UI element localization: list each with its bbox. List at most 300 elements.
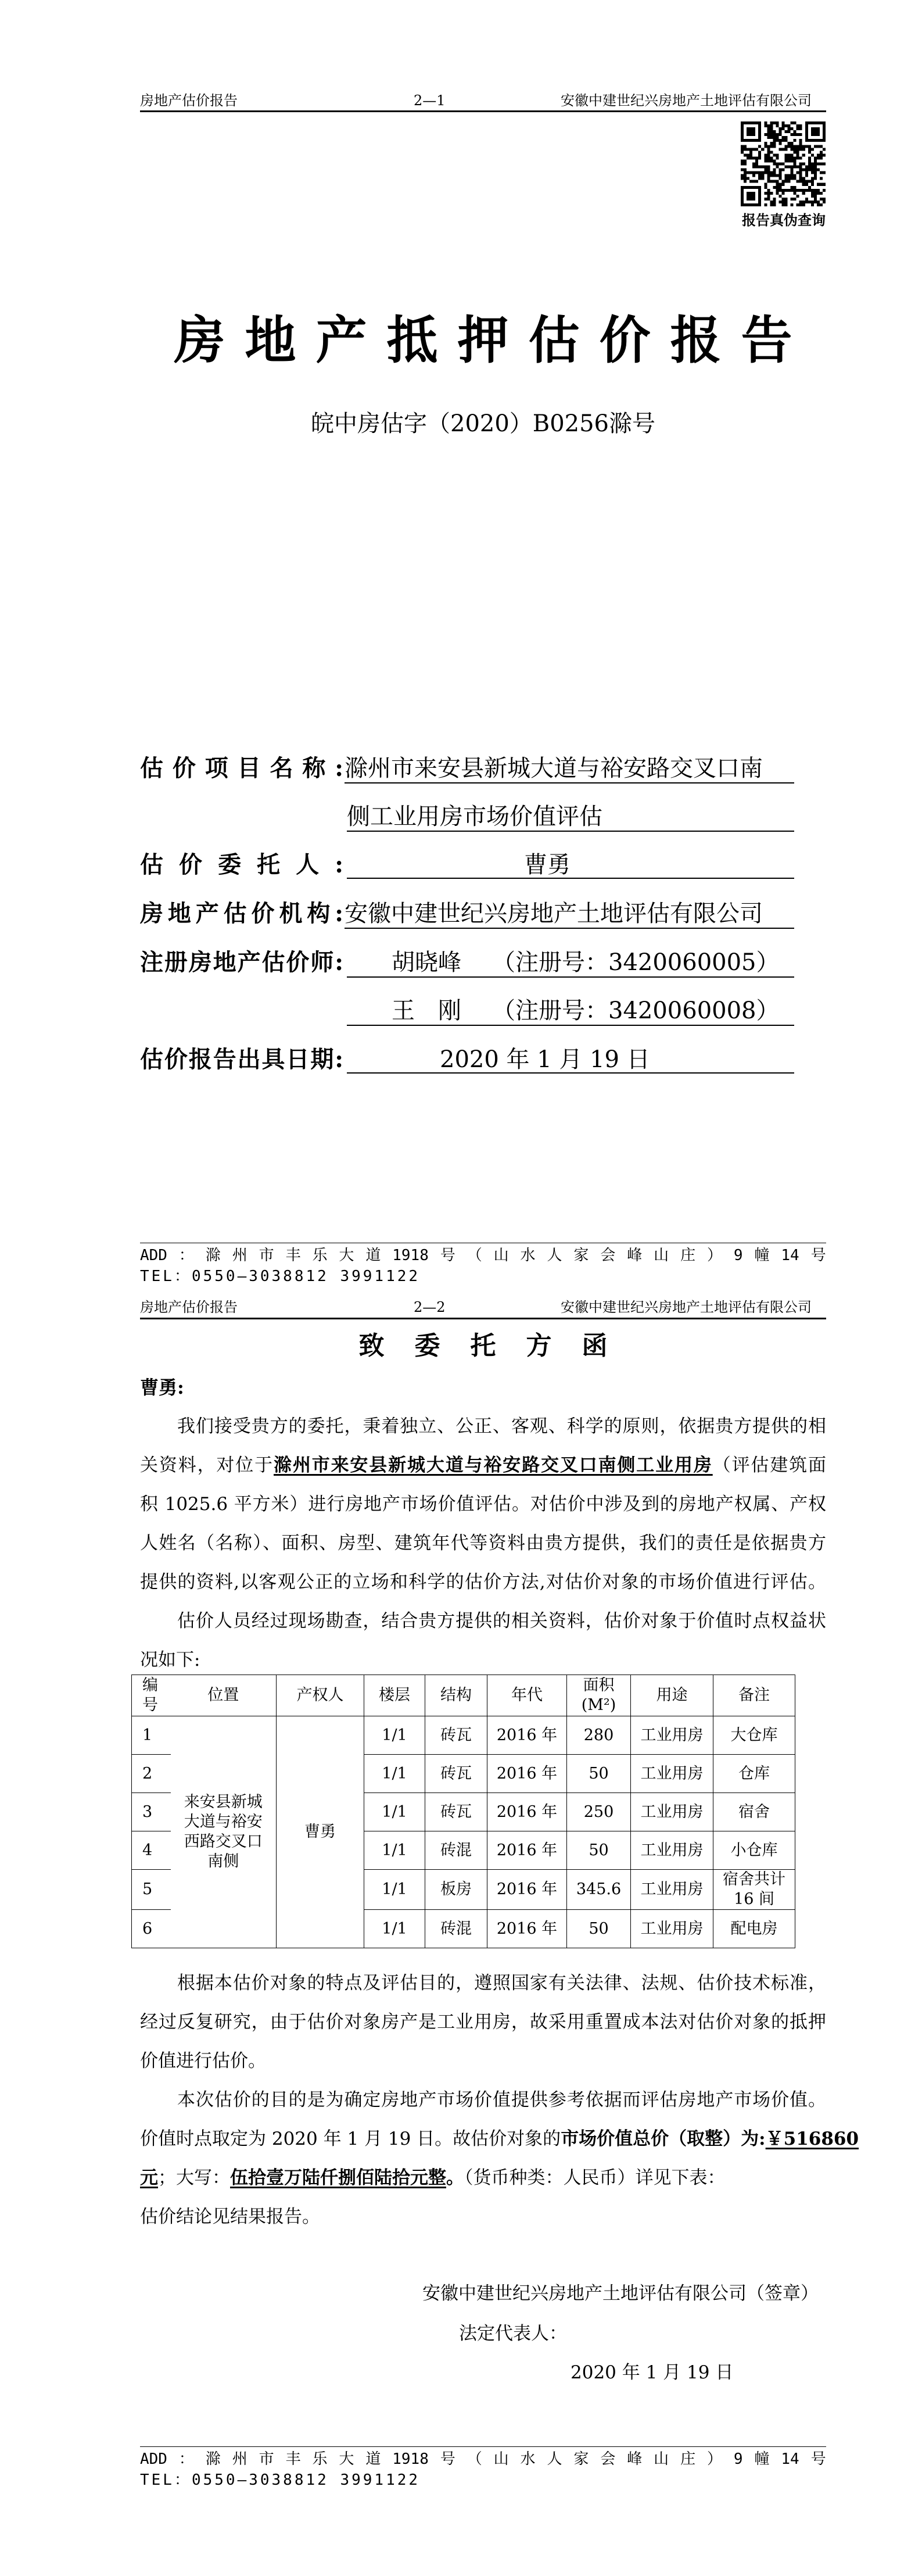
qr-module [794, 166, 797, 169]
field-value [347, 949, 794, 978]
qr-module [799, 142, 802, 145]
qr-module [805, 169, 808, 171]
qr-module [814, 145, 817, 148]
qr-module [741, 203, 761, 206]
column-header: 用途 [631, 1675, 713, 1716]
qr-module [797, 156, 799, 159]
qr-module [747, 192, 755, 201]
header-company: 安徽中建世纪兴房地产土地评估有限公司 [561, 1299, 812, 1315]
qr-module [770, 201, 773, 203]
qr-module [776, 189, 779, 192]
qr-module [820, 162, 823, 165]
report-number: 皖中房估字（2020）B0256滁号 [311, 410, 655, 437]
qr-module [802, 183, 805, 186]
address-token: 市 [259, 2450, 274, 2468]
qr-module [823, 153, 826, 156]
qr-module [741, 162, 744, 165]
qr-module [785, 139, 788, 142]
qr-module [764, 159, 767, 162]
qr-module [767, 195, 770, 198]
qr-module [817, 153, 820, 156]
address-token: 9 [733, 2450, 743, 2468]
qr-module [811, 153, 814, 156]
qr-module [776, 166, 779, 169]
qr-module [785, 198, 788, 201]
qr-module [744, 174, 747, 177]
qr-module [781, 203, 784, 206]
qr-module [767, 198, 770, 201]
qr-module [779, 201, 781, 203]
cell-year: 2016 年 [487, 1793, 567, 1831]
qr-module [785, 203, 788, 206]
address-token: 山 [654, 1247, 669, 1264]
qr-module [808, 162, 811, 165]
page-footer [140, 1245, 826, 1287]
address-token: 峰 [627, 2450, 643, 2468]
qr-module [791, 174, 794, 177]
qr-module [820, 153, 823, 156]
qr-module [802, 148, 805, 151]
address-token: 号 [810, 1247, 826, 1264]
qr-module [799, 166, 802, 169]
qr-module [817, 156, 820, 159]
qr-module [779, 127, 781, 130]
qr-module [781, 162, 784, 165]
cell-number: 4 [132, 1831, 171, 1870]
qr-module [785, 174, 788, 177]
qr-module [747, 153, 749, 156]
address-token: （ [467, 2450, 482, 2468]
qr-module [773, 203, 776, 206]
column-header: 备注 [713, 1675, 795, 1716]
address-token: ） [707, 1247, 723, 1264]
appraiser-reg-no: （注册号：3420060005） [492, 949, 780, 976]
qr-module [788, 189, 791, 192]
qr-module [811, 189, 814, 192]
text-segment: 经过反复研究，由于估价对象房产是工业用房，故采用重置成本法对估价对象的抵押 [140, 2012, 826, 2033]
qr-module [794, 156, 797, 159]
qr-module [764, 153, 767, 156]
qr-module [776, 186, 779, 189]
qr-module [764, 198, 767, 201]
qr-module [747, 177, 749, 180]
text-segment: 估价人员经过现场勘查，结合贵方提供的相关资料，估价对象于价值时点权益状 [177, 1611, 826, 1632]
qr-module [781, 148, 784, 151]
footer-phone: TEL：0550—3038812 3991122 [140, 2471, 421, 2489]
cell-number: 6 [132, 1910, 171, 1948]
field-value: 滁州市来安县新城大道与裕安路交叉口南 [345, 754, 794, 783]
qr-module [779, 189, 781, 192]
qr-module [779, 171, 781, 174]
address-token: 幢 [754, 2450, 770, 2468]
qr-module [767, 174, 770, 177]
qr-module [773, 159, 776, 162]
qr-module [788, 142, 791, 145]
qr-module [752, 174, 755, 177]
qr-module [794, 186, 797, 189]
footer-address [140, 1245, 826, 1266]
table-header-row [132, 1675, 795, 1716]
emphasized-text: 。 [446, 2167, 464, 2188]
cell-structure: 砖瓦 [425, 1755, 487, 1793]
field-label: 房地产估价机构: [140, 900, 343, 927]
address-token: 家 [573, 1247, 589, 1264]
qr-module [805, 145, 808, 148]
qr-module [776, 139, 779, 142]
property-table [131, 1675, 795, 1948]
qr-module [758, 153, 761, 156]
emphasized-text: ￥516860 [765, 2128, 859, 2149]
qr-module [788, 145, 791, 148]
cell-year: 2016 年 [487, 1870, 567, 1910]
qr-module [764, 156, 767, 159]
qr-module [808, 169, 811, 171]
qr-module [785, 201, 788, 203]
qr-module [797, 203, 799, 206]
qr-module [814, 192, 817, 195]
qr-module [767, 151, 770, 153]
header-page-number: 2—2 [414, 1299, 446, 1315]
text-segment: 本次估价的目的是为确定房地产市场价值提供参考依据而评估房地产市场价值。 [177, 2090, 826, 2110]
address-token: 山 [493, 2450, 509, 2468]
qr-module [776, 192, 779, 195]
qr-module [770, 145, 773, 148]
qr-module [805, 198, 808, 201]
report-title: 房地产抵押估价报告 [174, 310, 812, 370]
qr-module [755, 148, 758, 151]
qr-module [773, 198, 776, 201]
qr-module [767, 159, 770, 162]
text-line [140, 1524, 826, 1563]
address-token: 会 [600, 1247, 616, 1264]
emphasized-text: 元 [140, 2167, 158, 2188]
qr-module [814, 195, 817, 198]
qr-module [779, 148, 781, 151]
qr-module [785, 136, 788, 139]
footer-phone: TEL：0550—3038812 3991122 [140, 1268, 421, 1285]
address-token: 丰 [285, 1247, 301, 1264]
qr-module [741, 139, 761, 142]
qr-module [744, 159, 747, 162]
qr-module [805, 201, 808, 203]
qr-module [814, 159, 817, 162]
qr-module [773, 180, 776, 183]
cell-note: 配电房 [713, 1910, 795, 1948]
address-token: 滁 [205, 1247, 221, 1264]
text-segment: 我们接受贵方的委托，秉着独立、公正、客观、科学的原则，依据贵方提供的相 [177, 1416, 826, 1437]
appraiser-name: 胡晓峰 [392, 949, 461, 976]
qr-module [817, 192, 820, 195]
qr-module [770, 121, 773, 124]
cell-number: 3 [132, 1793, 171, 1831]
qr-module [781, 121, 784, 124]
qr-module [794, 121, 797, 124]
qr-module [764, 145, 767, 148]
qr-module [797, 189, 799, 192]
cell-note: 小仓库 [713, 1831, 795, 1870]
qr-module [823, 183, 826, 186]
cell-floor: 1/1 [364, 1831, 425, 1870]
qr-module [779, 174, 781, 177]
qr-module [794, 162, 797, 165]
qr-module [749, 153, 752, 156]
qr-module [802, 189, 805, 192]
qr-module [802, 180, 805, 183]
qr-module [794, 192, 797, 195]
qr-module [758, 174, 761, 177]
qr-module [788, 180, 791, 183]
qr-module [788, 127, 791, 130]
qr-module [776, 180, 779, 183]
qr-module [802, 203, 805, 206]
column-header: 产权人 [277, 1675, 364, 1716]
qr-module [820, 192, 823, 195]
cell-structure: 板房 [425, 1870, 487, 1910]
qr-module [814, 166, 817, 169]
qr-module [820, 145, 823, 148]
qr-module [781, 201, 784, 203]
qr-module [741, 151, 744, 153]
qr-module [794, 133, 797, 136]
qr-module [770, 159, 773, 162]
qr-module [814, 174, 817, 177]
qr-module [744, 171, 747, 174]
qr-module [794, 198, 797, 201]
header-report-type: 房地产估价报告 [140, 1299, 238, 1315]
address-token: 州 [232, 1247, 247, 1264]
qr-module [785, 148, 788, 151]
qr-module [776, 183, 779, 186]
address-token: 乐 [312, 2450, 328, 2468]
qr-module [808, 166, 811, 169]
address-token: 号 [440, 1247, 455, 1264]
qr-module [791, 156, 794, 159]
qr-module [788, 124, 791, 127]
qr-module [758, 171, 761, 174]
qr-module [755, 162, 758, 165]
header-page-number: 2—1 [414, 92, 446, 109]
qr-module [799, 203, 802, 206]
cell-use: 工业用房 [631, 1910, 713, 1948]
qr-module [823, 198, 826, 201]
qr-module [791, 169, 794, 171]
qr-code [741, 121, 826, 206]
qr-module [770, 124, 773, 127]
qr-module [752, 162, 755, 165]
qr-module [811, 148, 814, 151]
qr-module [755, 171, 758, 174]
qr-module [744, 177, 747, 180]
qr-module [805, 189, 808, 192]
qr-module [817, 169, 820, 171]
qr-module [781, 198, 784, 201]
qr-module [802, 162, 805, 165]
qr-module [785, 189, 788, 192]
qr-module [791, 171, 794, 174]
qr-module [776, 153, 779, 156]
qr-module [773, 139, 776, 142]
text-segment: 根据本估价对象的特点及评估目的，遵照国家有关法律、法规、估价技术标准， [177, 1973, 826, 1994]
address-token: ADD [140, 2450, 167, 2468]
qr-module [785, 159, 788, 162]
qr-module [781, 139, 784, 142]
field-client [140, 851, 794, 879]
field-project-name [140, 754, 794, 782]
cell-use: 工业用房 [631, 1755, 713, 1793]
address-token: 水 [520, 1247, 536, 1264]
text-line [140, 2081, 826, 2120]
cell-floor: 1/1 [364, 1755, 425, 1793]
qr-module [823, 121, 826, 142]
text-line [140, 1964, 826, 2003]
qr-module [820, 171, 823, 174]
qr-module [770, 174, 773, 177]
qr-module [773, 186, 776, 189]
qr-module [794, 189, 797, 192]
qr-module [823, 189, 826, 192]
qr-module [802, 177, 805, 180]
text-segment: 估价结论见结果报告。 [140, 2206, 320, 2227]
qr-module [799, 201, 802, 203]
address-token: ： [178, 1247, 194, 1264]
qr-module [779, 177, 781, 180]
qr-module [779, 142, 781, 145]
address-token: 大 [339, 2450, 354, 2468]
letter-body-intro [140, 1407, 826, 1680]
qr-module [811, 180, 814, 183]
page-header [140, 92, 826, 109]
qr-module [773, 153, 776, 156]
qr-module [808, 156, 811, 159]
qr-module [764, 121, 767, 124]
column-header: 年代 [487, 1675, 567, 1716]
qr-module [767, 148, 770, 151]
qr-module [791, 148, 794, 151]
qr-module [799, 169, 802, 171]
address-token: 水 [520, 2450, 536, 2468]
qr-module [788, 159, 791, 162]
text-segment: ；大写： [158, 2167, 230, 2188]
footer-divider [140, 2446, 826, 2447]
qr-module [773, 121, 776, 124]
field-value: 曹勇 [347, 851, 794, 879]
qr-module [811, 166, 814, 169]
field-label: 估价项目名称: [140, 754, 343, 782]
field-value: 侧工业用房市场价值评估 [347, 803, 794, 832]
qr-module [814, 201, 817, 203]
field-report-date [140, 1046, 794, 1074]
qr-module [781, 136, 784, 139]
qr-module [799, 156, 802, 159]
address-token: 号 [440, 2450, 455, 2468]
text-segment: （货币种类：人民币）详见下表： [464, 2167, 726, 2188]
cell-floor: 1/1 [364, 1870, 425, 1910]
qr-module [758, 166, 761, 169]
qr-module [794, 151, 797, 153]
address-token: 山 [493, 1247, 509, 1264]
qr-module [797, 133, 799, 136]
cell-use: 工业用房 [631, 1831, 713, 1870]
qr-module [758, 156, 761, 159]
qr-module [805, 171, 808, 174]
qr-module [794, 177, 797, 180]
page-header [140, 1299, 826, 1315]
qr-module [811, 162, 814, 165]
qr-module [776, 162, 779, 165]
qr-module [797, 180, 799, 183]
cell-year: 2016 年 [487, 1716, 567, 1755]
qr-module [749, 151, 752, 153]
qr-module [758, 177, 761, 180]
qr-module [749, 171, 752, 174]
qr-module [773, 201, 776, 203]
header-company: 安徽中建世纪兴房地产土地评估有限公司 [561, 92, 812, 109]
qr-module [744, 162, 747, 165]
text-line [140, 1485, 826, 1524]
qr-module [814, 169, 817, 171]
qr-module [823, 148, 826, 151]
text-segment: 关资料，对位于 [140, 1455, 274, 1476]
qr-module [767, 156, 770, 159]
qr-module [770, 156, 773, 159]
qr-module [791, 121, 794, 124]
qr-module [802, 201, 805, 203]
qr-module [776, 133, 779, 136]
qr-module [747, 127, 755, 136]
qr-module [814, 171, 817, 174]
column-header: 结构 [425, 1675, 487, 1716]
qr-module [808, 148, 811, 151]
qr-module [764, 183, 767, 186]
qr-module [799, 145, 802, 148]
qr-module [820, 203, 823, 206]
qr-module [770, 130, 773, 133]
qr-module [791, 145, 794, 148]
qr-module [808, 145, 811, 148]
cell-number: 5 [132, 1870, 171, 1910]
cell-number: 1 [132, 1716, 171, 1755]
column-header: 编号 [132, 1675, 171, 1716]
qr-module [767, 153, 770, 156]
qr-module [805, 139, 826, 142]
qr-module [773, 142, 776, 145]
cell-floor: 1/1 [364, 1793, 425, 1831]
qr-module [776, 124, 779, 127]
address-token: ADD [140, 1247, 167, 1264]
cell-area: 250 [567, 1793, 631, 1831]
column-header: 位置 [171, 1675, 277, 1716]
field-value [347, 997, 794, 1026]
qr-module [752, 156, 755, 159]
qr-module [811, 177, 814, 180]
header-divider [140, 1318, 826, 1319]
qr-module [770, 136, 773, 139]
qr-module [791, 127, 794, 130]
text-line [140, 2003, 826, 2042]
header-divider [140, 110, 826, 112]
text-line [140, 1563, 826, 1602]
cell-year: 2016 年 [487, 1755, 567, 1793]
qr-module [781, 127, 784, 130]
qr-module [758, 145, 761, 148]
qr-module [773, 174, 776, 177]
qr-module [741, 145, 744, 148]
qr-module [802, 145, 805, 148]
qr-module [773, 171, 776, 174]
qr-module [779, 162, 781, 165]
qr-module [761, 148, 764, 151]
address-token: 会 [600, 2450, 616, 2468]
